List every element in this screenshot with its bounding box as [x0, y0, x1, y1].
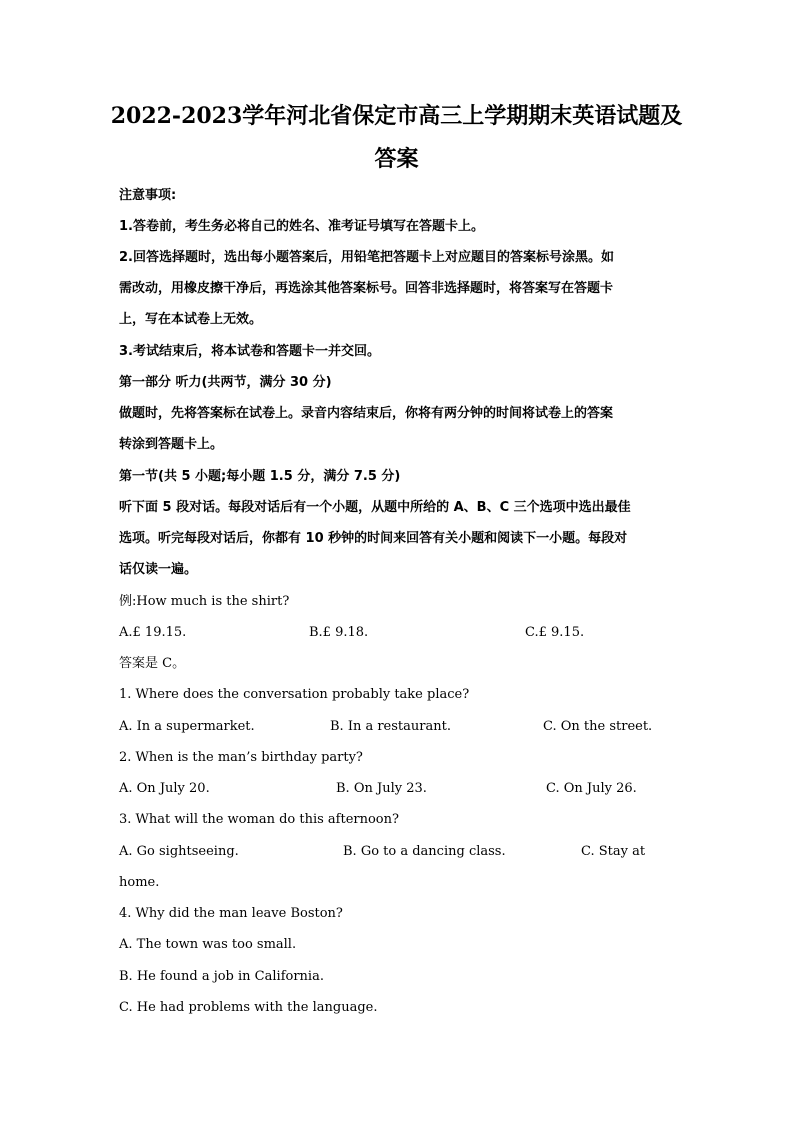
question-1-option-a: A. In a supermarket.	[119, 719, 255, 734]
question-2: 2. When is the man’s birthday party?	[119, 750, 363, 765]
question-3-option-c-continued: home.	[119, 875, 160, 890]
part-1-instructions-line-1: 做题时，先将答案标在试卷上。录音内容结束后，你将有两分钟的时间将试卷上的答案	[119, 406, 614, 421]
section-1-instructions-line-2: 选项。听完每段对话后，你都有 10 秒钟的时间来回答有关小题和阅读下一小题。每段对	[119, 531, 628, 546]
part-1-heading: 第一部分 听力(共两节，满分 30 分)	[119, 375, 332, 390]
part-1-instructions-line-2: 转涂到答题卡上。	[119, 437, 224, 452]
question-4-option-c: C. He had problems with the language.	[119, 1000, 378, 1015]
question-4-option-a: A. The town was too small.	[119, 937, 297, 952]
example-option-a: A.£ 19.15.	[119, 625, 187, 640]
question-1: 1. Where does the conversation probably take place?	[119, 687, 470, 702]
notice-item-2-line-3: 上，写在本试卷上无效。	[119, 312, 263, 327]
example-option-b: B.£ 9.18.	[309, 625, 369, 640]
example-answer: 答案是 C。	[119, 656, 186, 671]
section-1-instructions-line-3: 话仅读一遍。	[119, 562, 198, 577]
question-3-option-a: A. Go sightseeing.	[119, 844, 239, 859]
question-3: 3. What will the woman do this afternoon?	[119, 812, 399, 827]
question-4-option-b: B. He found a job in California.	[119, 969, 324, 984]
question-2-option-a: A. On July 20.	[119, 781, 210, 796]
question-4: 4. Why did the man leave Boston?	[119, 906, 343, 921]
notice-item-1: 1.答卷前，考生务必将自己的姓名、准考证号填写在答题卡上。	[119, 219, 484, 234]
document-title-line-2: 答案	[374, 146, 419, 172]
notice-item-3: 3.考试结束后，将本试卷和答题卡一并交回。	[119, 344, 380, 359]
notice-item-2-line-1: 2.回答选择题时，选出每小题答案后，用铅笔把答题卡上对应题目的答案标号涂黑。如	[119, 250, 614, 265]
question-3-option-b: B. Go to a dancing class.	[343, 844, 506, 859]
section-1-instructions-line-1: 听下面 5 段对话。每段对话后有一个小题，从题中所给的 A、B、C 三个选项中选出最佳	[119, 500, 631, 515]
question-3-option-c: C. Stay at	[581, 844, 646, 859]
question-1-option-b: B. In a restaurant.	[330, 719, 451, 734]
example-question: 例:How much is the shirt?	[119, 594, 290, 609]
section-1-heading: 第一节(共 5 小题;每小题 1.5 分，满分 7.5 分)	[119, 469, 401, 484]
question-2-option-b: B. On July 23.	[336, 781, 427, 796]
question-1-option-c: C. On the street.	[543, 719, 653, 734]
notice-item-2-line-2: 需改动，用橡皮擦干净后，再选涂其他答案标号。回答非选择题时，将答案写在答题卡	[119, 281, 614, 296]
question-2-option-c: C. On July 26.	[546, 781, 637, 796]
example-option-c: C.£ 9.15.	[525, 625, 585, 640]
notice-heading: 注意事项:	[119, 188, 177, 203]
document-title-line-1: 2022-2023学年河北省保定市高三上学期期末英语试题及	[110, 103, 683, 129]
